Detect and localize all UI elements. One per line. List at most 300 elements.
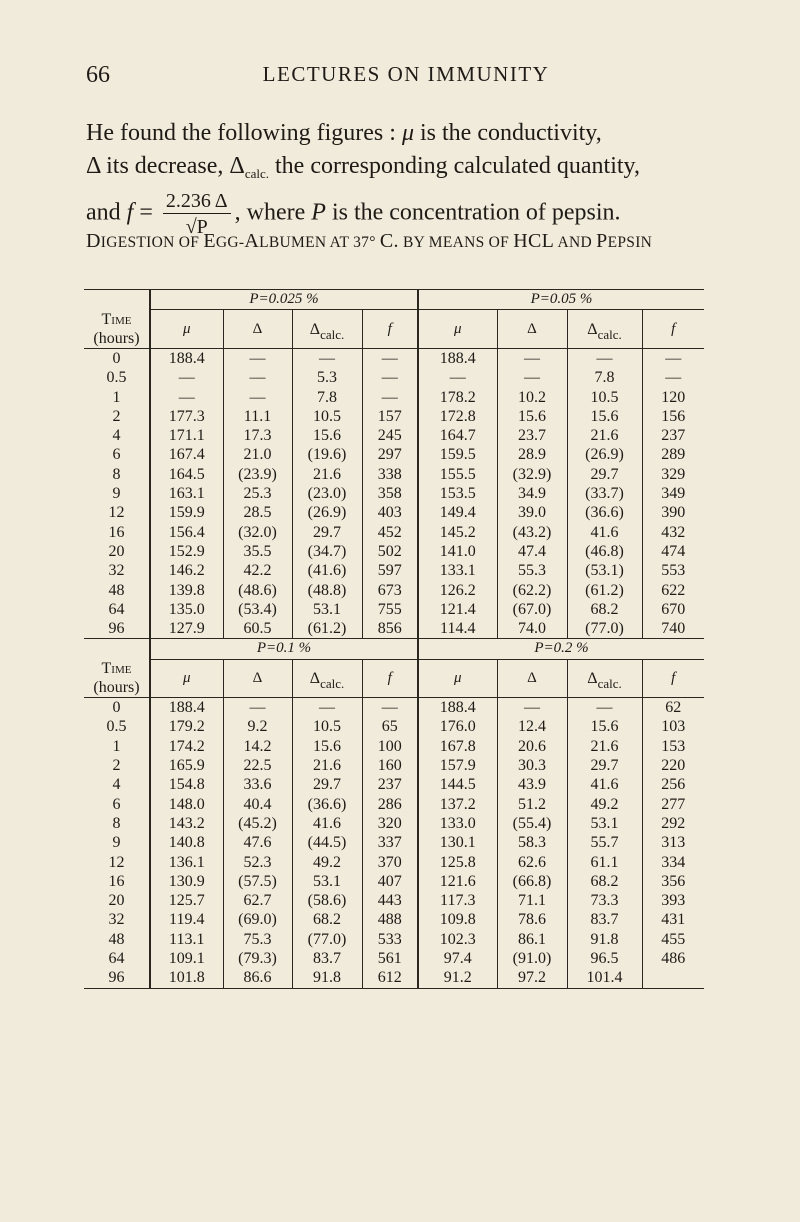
right-f-cell: 390: [642, 503, 704, 522]
right-delta-calc-cell: (61.2): [567, 580, 642, 599]
time-cell: 0.5: [84, 368, 150, 387]
right-f-header: f: [642, 310, 704, 349]
left-delta-calc-cell: (48.8): [292, 580, 362, 599]
left-f-cell: 597: [362, 561, 418, 580]
right-mu-cell: 133.0: [418, 814, 497, 833]
right-f-cell: 256: [642, 775, 704, 794]
left-f-cell: 856: [362, 619, 418, 639]
right-delta-cell: 51.2: [497, 795, 567, 814]
left-delta-calc-cell: (34.7): [292, 542, 362, 561]
left-mu-cell: 188.4: [168, 349, 205, 367]
left-mu-cell: 179.2: [168, 718, 205, 736]
table-row: [84, 465, 704, 484]
left-delta-calc-cell: (19.6): [292, 445, 362, 464]
time-cell: 0.5: [84, 717, 150, 736]
right-delta-cell: 58.3: [497, 833, 567, 852]
left-f-cell: —: [362, 348, 418, 368]
right-delta-calc-header: $\Delta_{calc.}$: [567, 310, 642, 349]
right-delta-cell: (62.2): [497, 580, 567, 599]
right-delta-cell: 12.4: [497, 717, 567, 736]
right-delta-calc-cell: 68.2: [567, 600, 642, 619]
concentration-label-right: P=0.2 %: [418, 639, 704, 659]
left-delta-cell: 14.2: [223, 737, 292, 756]
right-delta-cell: 97.2: [497, 968, 567, 988]
right-f-cell: 432: [642, 522, 704, 541]
table-row: [84, 484, 704, 503]
left-delta-calc-cell: (26.9): [292, 503, 362, 522]
left-mu-cell: 154.8: [168, 776, 205, 794]
right-delta-calc-cell: (77.0): [567, 619, 642, 639]
left-delta-calc-cell: (44.5): [292, 833, 362, 852]
left-mu-header: μ: [150, 310, 223, 349]
right-delta-calc-cell: 53.1: [567, 814, 642, 833]
left-delta-calc-cell: (58.6): [292, 891, 362, 910]
left-delta-cell: 33.6: [223, 775, 292, 794]
time-cell: 96: [84, 968, 150, 988]
table-row: [84, 522, 704, 541]
right-f-cell: 670: [642, 600, 704, 619]
right-mu-cell: 145.2: [418, 522, 497, 541]
left-mu-cell: 152.9: [168, 542, 205, 560]
left-delta-cell: (32.0): [223, 522, 292, 541]
table-row: [84, 910, 704, 929]
left-mu-cell: 146.2: [168, 562, 205, 580]
left-delta-cell: 62.7: [223, 891, 292, 910]
left-mu-cell: 113.1: [169, 930, 205, 948]
time-cell: 1: [84, 387, 150, 406]
left-delta-calc-header: $\Delta_{calc.}$: [292, 659, 362, 698]
right-f-cell: 329: [642, 465, 704, 484]
right-delta-calc-cell: 61.1: [567, 852, 642, 871]
time-cell: 48: [84, 580, 150, 599]
table-row: [84, 561, 704, 580]
right-delta-calc-cell: 15.6: [567, 717, 642, 736]
table-row: [84, 891, 704, 910]
left-delta-calc-cell: 29.7: [292, 522, 362, 541]
right-delta-cell: 74.0: [497, 619, 567, 639]
left-mu-header: μ: [150, 659, 223, 698]
table-row: [84, 737, 704, 756]
left-delta-cell: 17.3: [223, 426, 292, 445]
table-row: [84, 407, 704, 426]
left-f-cell: 100: [362, 737, 418, 756]
time-cell: 32: [84, 561, 150, 580]
left-f-header: f: [362, 310, 418, 349]
right-delta-cell: —: [497, 368, 567, 387]
table-row: [84, 600, 704, 619]
time-cell: 96: [84, 619, 150, 639]
left-delta-cell: 75.3: [223, 930, 292, 949]
right-delta-calc-cell: (36.6): [567, 503, 642, 522]
right-delta-calc-cell: 21.6: [567, 426, 642, 445]
right-mu-header: μ: [418, 310, 497, 349]
page-number: 66: [86, 62, 110, 88]
right-mu-cell: 167.8: [418, 737, 497, 756]
time-cell: 0: [84, 698, 150, 718]
table-row: [84, 949, 704, 968]
right-f-cell: 120: [642, 387, 704, 406]
left-delta-header: Δ: [223, 659, 292, 698]
right-delta-calc-cell: —: [567, 348, 642, 368]
time-column-blank: [84, 639, 150, 659]
left-delta-calc-cell: 15.6: [292, 737, 362, 756]
table-row: [84, 852, 704, 871]
left-delta-cell: 22.5: [223, 756, 292, 775]
left-delta-calc-cell: 68.2: [292, 910, 362, 929]
left-delta-header: Δ: [223, 310, 292, 349]
time-cell: 2: [84, 407, 150, 426]
time-header: [84, 310, 150, 349]
table-row: [84, 387, 704, 406]
left-mu-cell: 101.8: [150, 968, 223, 988]
left-f-header: f: [362, 659, 418, 698]
left-mu-cell: 139.8: [168, 581, 205, 599]
left-delta-calc-cell: 21.6: [292, 465, 362, 484]
right-delta-calc-cell: 83.7: [567, 910, 642, 929]
right-mu-cell: 117.3: [418, 891, 497, 910]
left-delta-cell: (23.9): [223, 465, 292, 484]
right-delta-header: Δ: [497, 659, 567, 698]
left-mu-cell: 130.9: [168, 872, 205, 890]
right-mu-cell: 141.0: [418, 542, 497, 561]
right-delta-calc-cell: 10.5: [567, 387, 642, 406]
right-f-cell: 553: [642, 561, 704, 580]
time-cell: 8: [84, 465, 150, 484]
left-mu-cell: 119.4: [169, 911, 205, 929]
right-delta-calc-cell: 101.4: [567, 968, 642, 988]
left-f-cell: 337: [362, 833, 418, 852]
left-delta-calc-cell: —: [292, 698, 362, 718]
right-delta-calc-cell: 91.8: [567, 930, 642, 949]
left-delta-calc-cell: 41.6: [292, 814, 362, 833]
time-cell: 0: [84, 348, 150, 368]
right-mu-cell: 159.5: [418, 445, 497, 464]
left-f-cell: 237: [362, 775, 418, 794]
right-f-cell: 289: [642, 445, 704, 464]
right-delta-cell: 23.7: [497, 426, 567, 445]
left-delta-cell: (79.3): [223, 949, 292, 968]
left-delta-cell: —: [223, 387, 292, 406]
left-f-cell: 160: [362, 756, 418, 775]
left-delta-cell: 35.5: [223, 542, 292, 561]
right-mu-cell: 178.2: [418, 387, 497, 406]
left-f-cell: 320: [362, 814, 418, 833]
left-f-cell: 755: [362, 600, 418, 619]
right-f-cell: —: [642, 348, 704, 368]
right-delta-header: Δ: [497, 310, 567, 349]
right-mu-cell: 114.4: [418, 619, 497, 639]
right-delta-calc-cell: 41.6: [567, 775, 642, 794]
right-mu-cell: 126.2: [418, 580, 497, 599]
right-delta-cell: 20.6: [497, 737, 567, 756]
left-mu-cell: 125.7: [168, 892, 205, 910]
left-delta-cell: 60.5: [223, 619, 292, 639]
left-f-cell: —: [362, 387, 418, 406]
right-mu-cell: 130.1: [418, 833, 497, 852]
table-row: [84, 930, 704, 949]
concentration-label-left: P=0.025 %: [150, 290, 418, 310]
table-row: [84, 426, 704, 445]
left-mu-cell: 188.4: [168, 699, 205, 717]
right-f-cell: 292: [642, 814, 704, 833]
right-f-cell: 156: [642, 407, 704, 426]
left-delta-calc-cell: 53.1: [292, 872, 362, 891]
left-f-cell: 245: [362, 426, 418, 445]
left-f-cell: 403: [362, 503, 418, 522]
right-mu-cell: 172.8: [418, 407, 497, 426]
right-f-cell: 740: [642, 619, 704, 639]
left-delta-cell: 52.3: [223, 852, 292, 871]
left-delta-cell: (69.0): [223, 910, 292, 929]
left-delta-cell: (48.6): [223, 580, 292, 599]
left-delta-calc-cell: (36.6): [292, 795, 362, 814]
right-delta-cell: (43.2): [497, 522, 567, 541]
left-delta-calc-cell: (61.2): [292, 619, 362, 639]
right-delta-cell: —: [497, 348, 567, 368]
right-delta-calc-cell: 73.3: [567, 891, 642, 910]
right-mu-cell: 121.4: [418, 600, 497, 619]
time-cell: 6: [84, 795, 150, 814]
time-cell: 9: [84, 484, 150, 503]
time-cell: 9: [84, 833, 150, 852]
column-header-row: [84, 310, 704, 349]
table-row: [84, 795, 704, 814]
time-cell: 64: [84, 600, 150, 619]
left-mu-cell: —: [178, 388, 195, 406]
time-header-label: Time: [101, 310, 132, 328]
time-cell: 20: [84, 891, 150, 910]
intro-line-1: He found the following figures : μ is the conductivity,: [86, 120, 602, 146]
right-delta-calc-cell: 21.6: [567, 737, 642, 756]
right-f-cell: 393: [642, 891, 704, 910]
time-cell: 1: [84, 737, 150, 756]
left-delta-calc-cell: 5.3: [292, 368, 362, 387]
table-row: [84, 968, 704, 988]
left-f-cell: 370: [362, 852, 418, 871]
left-f-cell: 673: [362, 580, 418, 599]
right-delta-calc-cell: 15.6: [567, 407, 642, 426]
right-delta-cell: (32.9): [497, 465, 567, 484]
left-f-cell: 488: [362, 910, 418, 929]
time-header-unit: (hours): [93, 329, 140, 347]
right-delta-cell: 28.9: [497, 445, 567, 464]
left-f-cell: 502: [362, 542, 418, 561]
right-delta-cell: (67.0): [497, 600, 567, 619]
right-delta-cell: 30.3: [497, 756, 567, 775]
left-mu-cell: 156.4: [168, 523, 205, 541]
left-mu-cell: —: [178, 369, 195, 387]
left-f-cell: 612: [362, 968, 418, 988]
right-delta-calc-cell: (33.7): [567, 484, 642, 503]
right-mu-cell: 188.4: [418, 698, 497, 718]
mu-symbol: μ: [401, 120, 414, 146]
table-row: [84, 503, 704, 522]
left-f-cell: 533: [362, 930, 418, 949]
right-f-cell: 356: [642, 872, 704, 891]
table-caption: DIGESTION OF EGG-ALBUMEN AT 37° C. BY MEANS OF HCL AND PEPSIN: [86, 230, 653, 252]
right-mu-cell: 144.5: [418, 775, 497, 794]
left-f-cell: 358: [362, 484, 418, 503]
right-mu-cell: 137.2: [418, 795, 497, 814]
left-delta-calc-cell: (23.0): [292, 484, 362, 503]
left-delta-cell: 21.0: [223, 445, 292, 464]
table-row: [84, 833, 704, 852]
right-delta-cell: (91.0): [497, 949, 567, 968]
left-delta-cell: 11.1: [223, 407, 292, 426]
right-f-cell: 349: [642, 484, 704, 503]
right-delta-calc-cell: 29.7: [567, 756, 642, 775]
left-delta-cell: 86.6: [223, 968, 292, 988]
left-delta-cell: (45.2): [223, 814, 292, 833]
right-delta-calc-cell: (46.8): [567, 542, 642, 561]
table-row: [84, 814, 704, 833]
left-mu-cell: 167.4: [168, 446, 205, 464]
table-row: [84, 368, 704, 387]
left-delta-cell: 25.3: [223, 484, 292, 503]
time-cell: 16: [84, 872, 150, 891]
right-mu-cell: 164.7: [418, 426, 497, 445]
right-mu-cell: 149.4: [418, 503, 497, 522]
left-mu-cell: 164.5: [168, 465, 205, 483]
right-delta-cell: 43.9: [497, 775, 567, 794]
left-delta-calc-cell: 21.6: [292, 756, 362, 775]
right-delta-cell: 39.0: [497, 503, 567, 522]
right-mu-cell: 188.4: [418, 348, 497, 368]
left-f-cell: 443: [362, 891, 418, 910]
right-delta-cell: (55.4): [497, 814, 567, 833]
right-f-cell: 62: [642, 698, 704, 718]
right-delta-cell: 15.6: [497, 407, 567, 426]
right-mu-cell: 153.5: [418, 484, 497, 503]
time-header-label: Time: [101, 660, 132, 678]
left-f-cell: 338: [362, 465, 418, 484]
left-delta-calc-cell: 83.7: [292, 949, 362, 968]
right-mu-cell: 91.2: [418, 968, 497, 988]
right-f-cell: 334: [642, 852, 704, 871]
intro-line-2: Δ its decrease, $\Delta_{calc.}$ the corresponding calculated quantity,: [86, 153, 640, 181]
left-delta-calc-cell: —: [292, 348, 362, 368]
left-f-cell: 65: [362, 717, 418, 736]
left-delta-cell: —: [223, 368, 292, 387]
left-delta-cell: (53.4): [223, 600, 292, 619]
left-mu-cell: 127.9: [150, 619, 223, 639]
table-row: [84, 580, 704, 599]
left-mu-cell: 135.0: [168, 600, 205, 618]
left-f-cell: —: [362, 698, 418, 718]
time-cell: 8: [84, 814, 150, 833]
right-delta-calc-header: $\Delta_{calc.}$: [567, 659, 642, 698]
right-delta-cell: 78.6: [497, 910, 567, 929]
right-f-cell: 220: [642, 756, 704, 775]
time-header: [84, 659, 150, 698]
intro-line-3: and f = $\frac{2.236 \Delta}{√P}$ , where P is the concentration of pepsin.: [86, 190, 621, 238]
left-delta-cell: 9.2: [223, 717, 292, 736]
left-f-cell: 561: [362, 949, 418, 968]
left-mu-cell: 163.1: [168, 485, 205, 503]
right-delta-calc-cell: (53.1): [567, 561, 642, 580]
right-f-cell: 431: [642, 910, 704, 929]
right-mu-header: μ: [418, 659, 497, 698]
right-delta-calc-cell: (26.9): [567, 445, 642, 464]
right-f-cell: [642, 968, 704, 988]
right-delta-cell: —: [497, 698, 567, 718]
table-row: [84, 619, 704, 639]
left-f-cell: 286: [362, 795, 418, 814]
time-cell: 4: [84, 426, 150, 445]
concentration-header-row: [84, 290, 704, 310]
right-delta-cell: 47.4: [497, 542, 567, 561]
left-mu-cell: 136.1: [168, 853, 205, 871]
left-f-cell: —: [362, 368, 418, 387]
right-delta-cell: 34.9: [497, 484, 567, 503]
left-delta-cell: 42.2: [223, 561, 292, 580]
right-mu-cell: 97.4: [418, 949, 497, 968]
right-delta-calc-cell: 7.8: [567, 368, 642, 387]
time-header-unit: (hours): [93, 679, 140, 697]
table-row: [84, 445, 704, 464]
left-delta-calc-cell: 7.8: [292, 387, 362, 406]
concentration-header-row: [84, 639, 704, 659]
right-mu-cell: 121.6: [418, 872, 497, 891]
concentration-label-right: P=0.05 %: [418, 290, 704, 310]
right-delta-calc-cell: 49.2: [567, 795, 642, 814]
left-mu-cell: 140.8: [168, 834, 205, 852]
left-mu-cell: 171.1: [168, 427, 205, 445]
table-row: [84, 756, 704, 775]
left-mu-cell: 177.3: [168, 407, 205, 425]
time-cell: 2: [84, 756, 150, 775]
fraction-denominator: √P: [185, 216, 208, 238]
time-cell: 4: [84, 775, 150, 794]
right-f-cell: —: [642, 368, 704, 387]
delta-calc-symbol: $\Delta_{calc.}$: [229, 153, 269, 181]
left-mu-cell: 143.2: [168, 814, 205, 832]
right-mu-cell: 176.0: [418, 717, 497, 736]
right-f-cell: 622: [642, 580, 704, 599]
right-mu-cell: —: [418, 368, 497, 387]
time-cell: 32: [84, 910, 150, 929]
right-mu-cell: 109.8: [418, 910, 497, 929]
delta-symbol: Δ: [86, 153, 101, 179]
intro-paragraph: [86, 117, 726, 237]
left-delta-calc-cell: (41.6): [292, 561, 362, 580]
left-delta-cell: 28.5: [223, 503, 292, 522]
right-f-cell: 474: [642, 542, 704, 561]
left-mu-cell: 174.2: [168, 737, 205, 755]
left-delta-calc-cell: 10.5: [292, 717, 362, 736]
table-row: [84, 872, 704, 891]
left-delta-calc-header: $\Delta_{calc.}$: [292, 310, 362, 349]
right-mu-cell: 102.3: [418, 930, 497, 949]
left-delta-calc-cell: 15.6: [292, 426, 362, 445]
time-cell: 6: [84, 445, 150, 464]
right-mu-cell: 125.8: [418, 852, 497, 871]
time-column-blank: [84, 290, 150, 310]
right-delta-calc-cell: 41.6: [567, 522, 642, 541]
right-delta-cell: 71.1: [497, 891, 567, 910]
table-row: [84, 348, 704, 368]
left-delta-calc-cell: 53.1: [292, 600, 362, 619]
right-delta-cell: (66.8): [497, 872, 567, 891]
right-f-cell: 103: [642, 717, 704, 736]
column-header-row: [84, 659, 704, 698]
concentration-label-left: P=0.1 %: [150, 639, 418, 659]
left-mu-cell: 148.0: [168, 795, 205, 813]
right-delta-cell: 62.6: [497, 852, 567, 871]
right-f-cell: 455: [642, 930, 704, 949]
right-delta-cell: 55.3: [497, 561, 567, 580]
right-delta-calc-cell: 68.2: [567, 872, 642, 891]
